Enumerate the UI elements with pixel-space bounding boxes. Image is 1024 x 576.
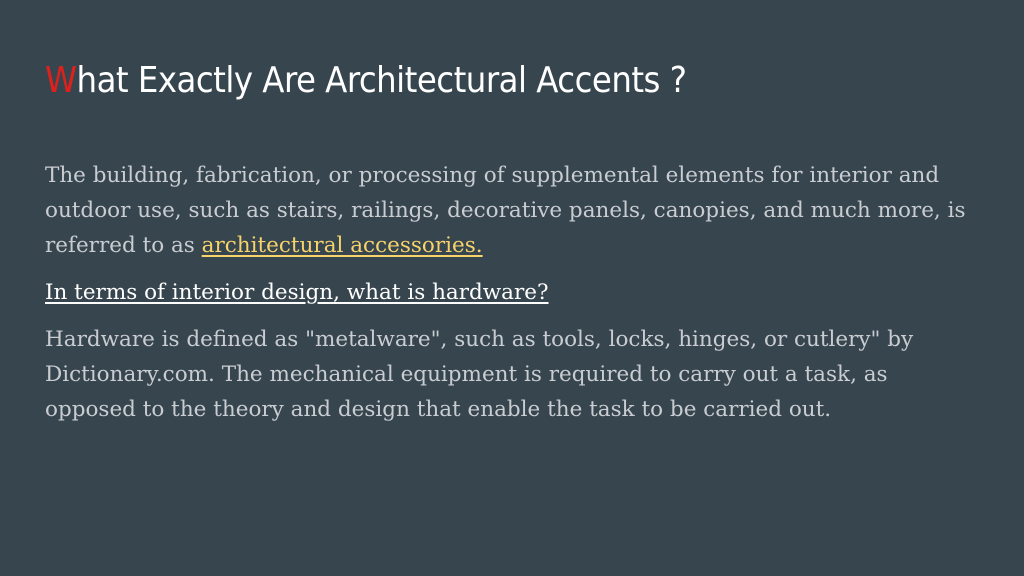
paragraph-architectural-accents — [45, 158, 980, 263]
title-first-letter: W — [45, 60, 77, 101]
paragraph1-text: The building, fabrication, or processing of supplemental elements for interior and outdoor use, such as stairs, railings, decorative panels, canopies, and much more, is referred to as — [45, 163, 966, 258]
slide-title — [45, 56, 686, 106]
hardware-subheading: In terms of interior design, what is hardware? — [45, 280, 549, 305]
architectural-accessories-link[interactable]: architectural accessories. — [201, 233, 483, 258]
title-rest: hat Exactly Are Architectural Accents ? — [76, 60, 687, 101]
paragraph-hardware-definition: Hardware is defined as "metalware", such as tools, locks, hinges, or cutlery" by Dictionary.com. The mechanical equipment is required to carry out a task, as opposed to the theory and design that enable the task to be carried out. — [45, 327, 914, 422]
slide-body — [45, 158, 980, 439]
